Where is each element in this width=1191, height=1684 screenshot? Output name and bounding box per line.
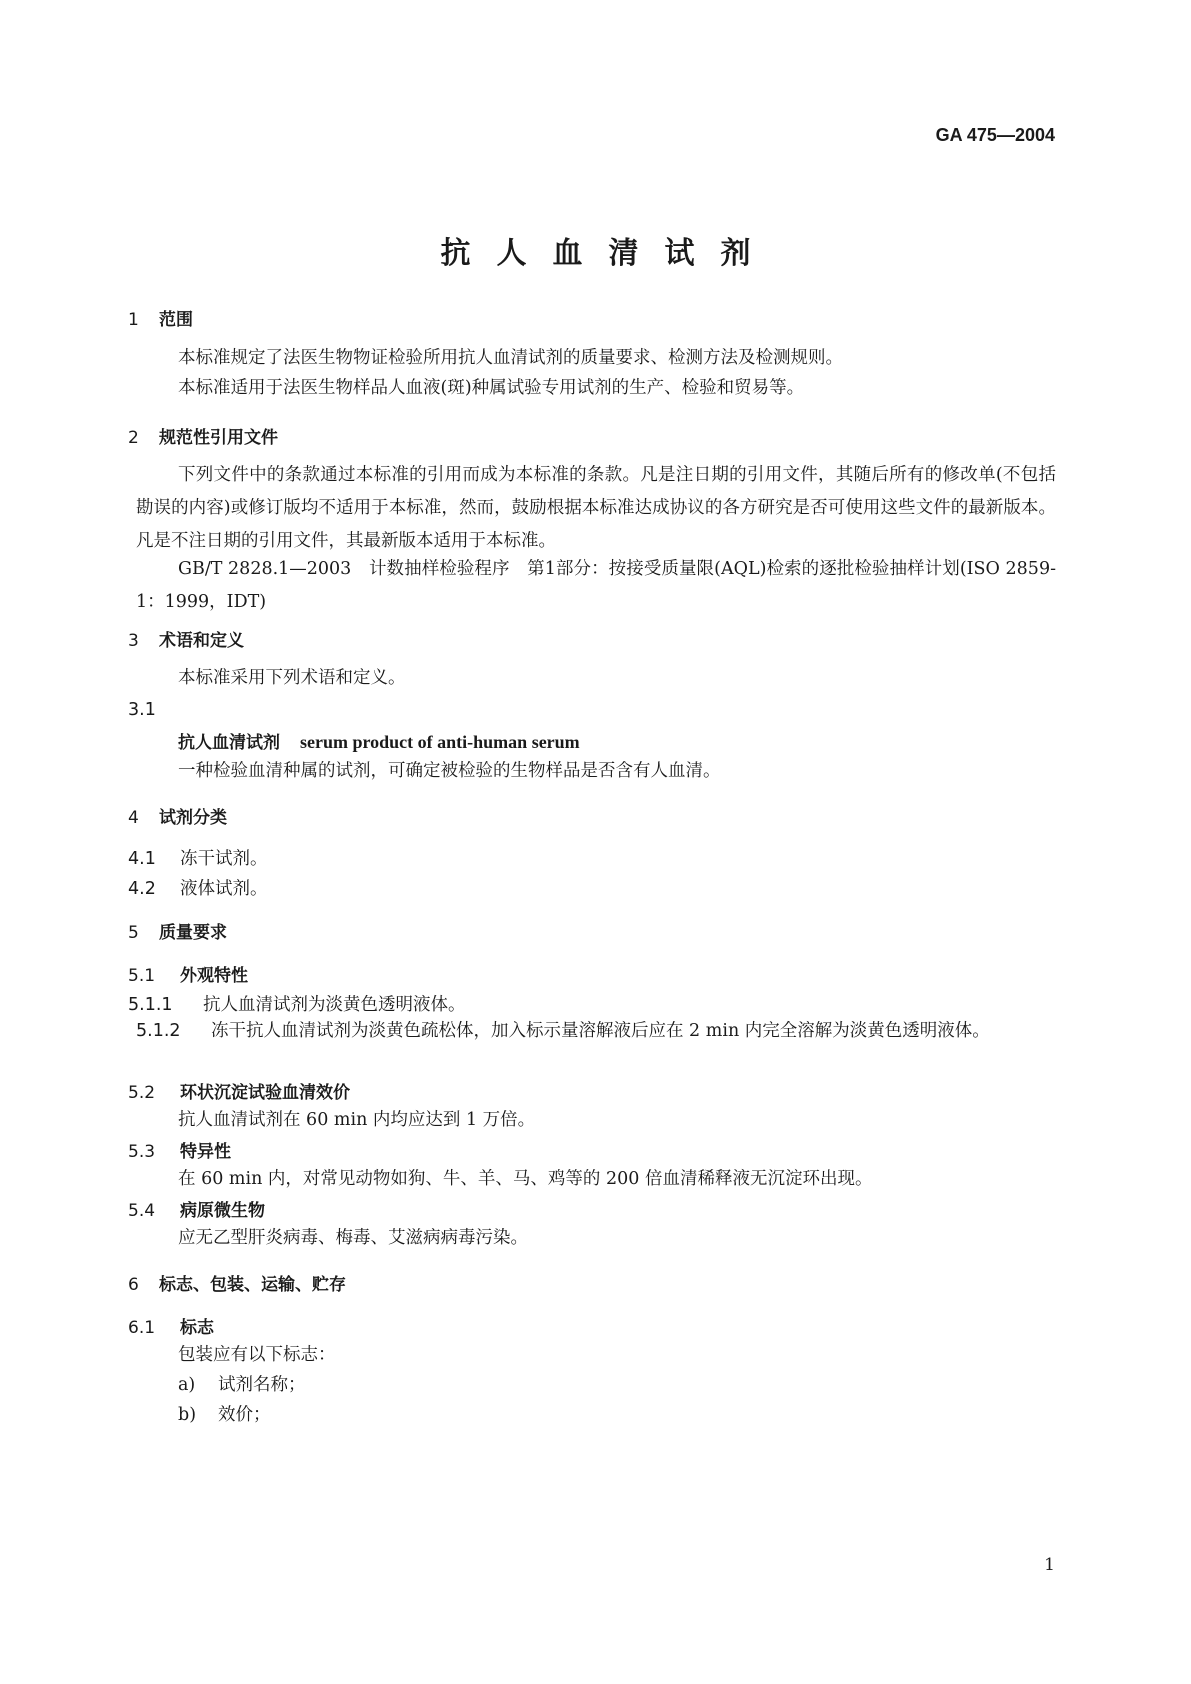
subsection-number: 5.2 — [128, 1083, 156, 1103]
subsection-number: 6.1 — [128, 1318, 156, 1338]
subsection-title: 标志 — [180, 1318, 214, 1338]
subsection-number: 5.4 — [128, 1201, 156, 1221]
section-title: 标志、包装、运输、贮存 — [159, 1275, 346, 1295]
section-number: 6 — [128, 1275, 139, 1295]
item-text: 冻干试剂。 — [180, 849, 268, 869]
list-item — [178, 1369, 306, 1402]
term-entry — [178, 728, 580, 753]
list-marker: a) — [178, 1375, 196, 1395]
section-number: 1 — [128, 310, 139, 330]
clause-number: 5.1.1 — [128, 995, 173, 1015]
section-title: 规范性引用文件 — [159, 428, 278, 448]
section-2-heading — [128, 423, 278, 448]
subsection-number: 5.3 — [128, 1142, 156, 1162]
section-4-heading — [128, 803, 227, 828]
subsection-5-2-heading — [128, 1078, 350, 1103]
list-item — [128, 875, 268, 900]
subsection-5-1-heading — [128, 961, 248, 986]
normative-reference: GB/T 2828.1—2003 计数抽样检验程序 第1部分：按接受质量限(AQL)检索的逐批检验抽样计划(ISO 2859-1：1999，IDT) — [136, 559, 1056, 612]
section-title: 质量要求 — [159, 923, 227, 943]
clause-text: 抗人血清试剂为淡黄色透明液体。 — [203, 995, 466, 1015]
clause-number: 5.1.2 — [136, 1021, 181, 1041]
term-chinese: 抗人血清试剂 — [178, 733, 280, 753]
subsection-number: 5.1 — [128, 966, 156, 986]
term-english: serum product of anti-human serum — [300, 732, 580, 752]
section-5-heading — [128, 918, 227, 943]
section-3-paragraph: 本标准采用下列术语和定义。 — [178, 668, 406, 688]
clause-5-1-1 — [128, 991, 466, 1016]
list-item — [128, 845, 268, 870]
term-definition: 一种检验血清种属的试剂，可确定被检验的生物样品是否含有人血清。 — [178, 761, 721, 781]
subsection-title: 外观特性 — [180, 966, 248, 986]
section-number: 5 — [128, 923, 139, 943]
list-item — [178, 1399, 271, 1432]
section-title: 试剂分类 — [159, 808, 227, 828]
section-2-paragraph: 下列文件中的条款通过本标准的引用而成为本标准的条款。凡是注日期的引用文件，其随后所有的修改单(不包括勘误的内容)或修订版均不适用于本标准，然而，鼓励根据本标准达成协议的各方研究是否可使用这些文件的最新版本。凡是不注日期的引用文件，其最新版本适用于本标准。 — [136, 465, 1056, 551]
section-title: 术语和定义 — [159, 631, 244, 651]
document-title: 抗人血清试剂 — [440, 236, 777, 271]
item-text: 液体试剂。 — [180, 879, 268, 899]
subsection-number: 3.1 — [128, 700, 156, 720]
subsection-5-4-heading — [128, 1196, 265, 1221]
standard-code: GA 475—2004 — [935, 125, 1055, 145]
section-3-heading — [128, 626, 244, 651]
section-number: 3 — [128, 631, 139, 651]
item-number: 4.1 — [128, 849, 156, 869]
clause-5-1-2 — [136, 1015, 1056, 1048]
section-number: 4 — [128, 808, 139, 828]
subsection-6-1-heading — [128, 1313, 214, 1338]
list-item-text: 效价； — [218, 1405, 271, 1425]
section-1-paragraph: 本标准规定了法医生物物证检验所用抗人血清试剂的质量要求、检测方法及检测规则。 — [178, 348, 843, 368]
subsection-5-2-text: 抗人血清试剂在 60 min 内均应达到 1 万倍。 — [178, 1110, 536, 1130]
section-number: 2 — [128, 428, 139, 448]
subsection-6-1-text: 包装应有以下标志： — [178, 1345, 336, 1365]
page-number: 1 — [1044, 1555, 1055, 1575]
clause-text: 冻干抗人血清试剂为淡黄色疏松体，加入标示量溶解液后应在 2 min 内完全溶解为淡黄色透明液体。 — [211, 1021, 990, 1041]
section-1-paragraph: 本标准适用于法医生物样品人血液(斑)种属试验专用试剂的生产、检验和贸易等。 — [178, 378, 805, 398]
subsection-title: 环状沉淀试验血清效价 — [180, 1083, 350, 1103]
item-number: 4.2 — [128, 879, 156, 899]
subsection-5-3-heading — [128, 1137, 231, 1162]
section-title: 范围 — [159, 310, 193, 330]
list-marker: b) — [178, 1405, 197, 1425]
subsection-title: 特异性 — [180, 1142, 231, 1162]
section-6-heading — [128, 1270, 346, 1295]
subsection-5-3-text: 在 60 min 内，对常见动物如狗、牛、羊、马、鸡等的 200 倍血清稀释液无沉淀环出现。 — [178, 1169, 873, 1189]
subsection-5-4-text: 应无乙型肝炎病毒、梅毒、艾滋病病毒污染。 — [178, 1228, 528, 1248]
section-1-heading — [128, 305, 193, 330]
list-item-text: 试剂名称； — [218, 1375, 306, 1395]
subsection-title: 病原微生物 — [180, 1201, 265, 1221]
